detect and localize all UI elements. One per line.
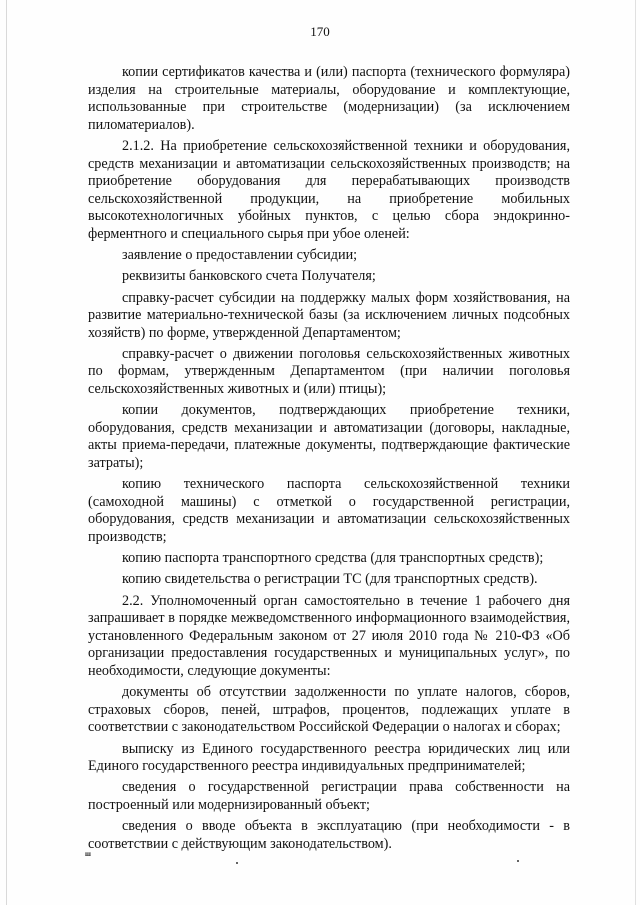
paragraph: выписку из Единого государственного реестра юридических лиц или Единого государственного реестра индивидуальных предпринимателей;	[88, 740, 570, 775]
scan-speck	[517, 860, 519, 862]
paragraph: 2.2. Уполномоченный орган самостоятельно в течение 1 рабочего дня запрашивает в порядке межведомственного информационного взаимодействия, установленного Федеральным законом от 27 июля 2010 года № 210-ФЗ «Об организации предоставления государственных и муниципальных услуг», по необходимости, следующие документы:	[88, 592, 570, 679]
paragraph: документы об отсутствии задолженности по уплате налогов, сборов, страховых сборов, пеней, штрафов, процентов, подлежащих уплате в соответствии с законодательством Российской Федерации о налогах и сборах;	[88, 684, 570, 736]
document-body	[88, 64, 570, 853]
scan-edge-left	[6, 0, 7, 905]
paragraph: справку-расчет субсидии на поддержку малых форм хозяйствования, на развитие материально-технической базы (за исключением личных подсобных хозяйств) по форме, утвержденной Департаментом;	[88, 289, 570, 341]
paragraph: заявление о предоставлении субсидии;	[122, 247, 358, 264]
footer-mark: ш	[85, 850, 91, 858]
paragraph: копию технического паспорта сельскохозяйственной техники (самоходной машины) с отметкой о государственной регистрации, оборудования, средств механизации и автоматизации сельскохозяйственных производств;	[88, 476, 570, 545]
paragraph: копию свидетельства о регистрации ТС (для транспортных средств).	[122, 571, 538, 588]
paragraph: справку-расчет о движении поголовья сельскохозяйственных животных по формам, утвержденным Департаментом (при наличии поголовья сельскохозяйственных животных и (или) птицы);	[88, 345, 570, 398]
paragraph: 2.1.2. На приобретение сельскохозяйственной техники и оборудования, средств механизации и автоматизации сельскохозяйственных производств; на приобретение оборудования для перерабатывающих производств сельскохозяйственной продукции, на приобретение мобильных высокотехнологичных убойных пунктов, с целью сбора эндокринно-ферментного и специального сырья при убое оленей:	[88, 137, 570, 242]
page-number: 170	[310, 24, 330, 39]
paragraph: сведения о вводе объекта в эксплуатацию (при необходимости - в соответствии с действующим законодательством).	[88, 818, 570, 852]
paragraph: копии сертификатов качества и (или) паспорта (технического формуляра) изделия на строительные материалы, оборудование и комплектующие, использованные при строительстве (модернизации) (за исключением пиломатериалов).	[88, 64, 570, 133]
scan-speck	[236, 862, 238, 864]
paragraph: копию паспорта транспортного средства (для транспортных средств);	[122, 550, 544, 567]
paragraph: сведения о государственной регистрации права собственности на построенный или модернизированный объект;	[88, 779, 570, 813]
paragraph: реквизиты банковского счета Получателя;	[122, 268, 376, 285]
paragraph: копии документов, подтверждающих приобретение техники, оборудования, средств механизации и автоматизации (договоры, накладные, акты приема-передачи, платежные документы, подтверждающие фактические затраты);	[88, 402, 570, 472]
scan-edge-right	[635, 0, 636, 905]
